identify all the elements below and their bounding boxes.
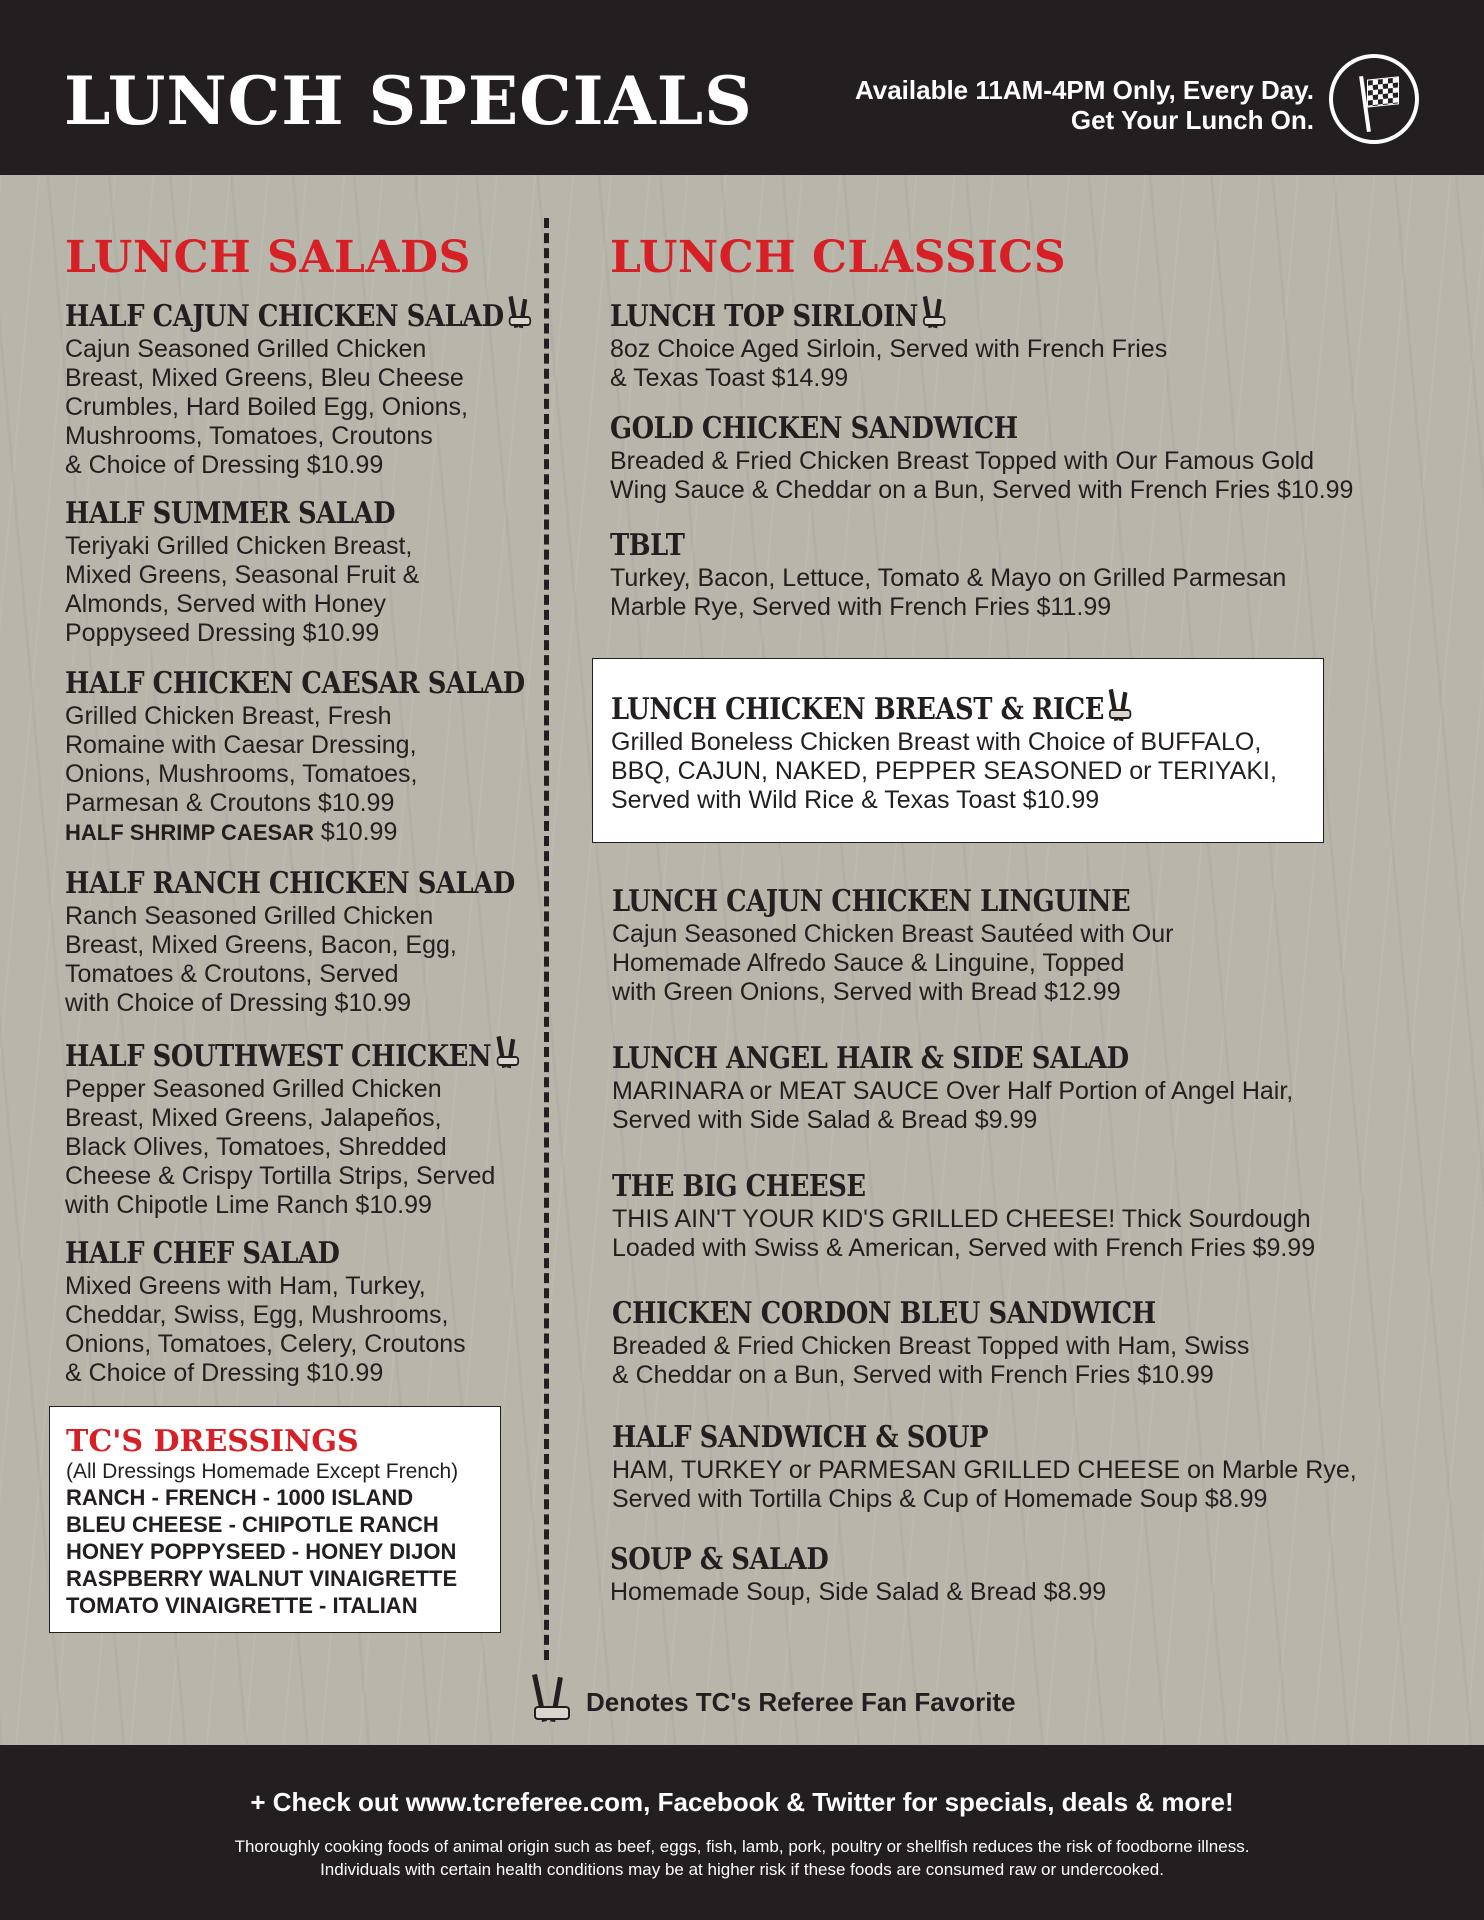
item-name: THE BIG CHEESE bbox=[612, 1169, 866, 1204]
disclaimer-line-2: Individuals with certain health conditions may be at higher risk if these foods are consumed raw or undercooked. bbox=[320, 1860, 1164, 1879]
footer-social-promo: + Check out www.tcreferee.com, Facebook & Twitter for specials, deals & more! bbox=[250, 1787, 1234, 1817]
menu-item-tblt bbox=[610, 528, 1286, 622]
page-title: LUNCH SPECIALS bbox=[64, 62, 753, 140]
menu-item-gold-chicken-sandwich bbox=[610, 411, 1353, 505]
item-name: HALF SANDWICH & SOUP bbox=[612, 1420, 989, 1455]
item-description: THIS AIN'T YOUR KID'S GRILLED CHEESE! Thick Sourdough Loaded with Swiss & American, Served with French Fries $9.99 bbox=[612, 1205, 1316, 1262]
item-name: CHICKEN CORDON BLEU SANDWICH bbox=[612, 1296, 1156, 1331]
dressings-line: BLEU CHEESE - CHIPOTLE RANCH bbox=[66, 1512, 439, 1537]
item-extra-price: $10.99 bbox=[313, 818, 398, 846]
menu-item-half-chicken-caesar-salad bbox=[65, 666, 600, 847]
referee-hands-icon bbox=[532, 1674, 572, 1730]
favorite-legend bbox=[528, 1672, 1016, 1732]
item-description: 8oz Choice Aged Sirloin, Served with French Fries & Texas Toast $14.99 bbox=[610, 335, 1168, 392]
referee-hands-icon bbox=[507, 296, 533, 332]
menu-item-half-chef-salad bbox=[65, 1236, 466, 1388]
item-description: Turkey, Bacon, Lettuce, Tomato & Mayo on Grilled Parmesan Marble Rye, Served with French Fries $11.99 bbox=[610, 564, 1287, 621]
menu-item-half-cajun-chicken-salad bbox=[65, 296, 609, 480]
item-description: Mixed Greens with Ham, Turkey, Cheddar, Swiss, Egg, Mushrooms, Onions, Tomatoes, Celery, Croutons & Choice of Dressing $10.99 bbox=[65, 1272, 466, 1387]
referee-hands-icon bbox=[495, 1036, 521, 1072]
item-description: Breaded & Fried Chicken Breast Topped with Ham, Swiss & Cheddar on a Bun, Served with French Fries $10.99 bbox=[612, 1332, 1250, 1389]
item-name: LUNCH CHICKEN BREAST & RICE bbox=[611, 689, 1223, 728]
item-name: GOLD CHICKEN SANDWICH bbox=[610, 411, 1018, 446]
item-description: Ranch Seasoned Grilled Chicken Breast, Mixed Greens, Bacon, Egg, Tomatoes & Croutons, Served with Choice of Dressing $10.99 bbox=[65, 902, 457, 1017]
menu-item-half-ranch-chicken-salad bbox=[65, 866, 588, 1018]
menu-item-chicken-cordon-bleu-sandwich bbox=[612, 1296, 1249, 1390]
item-extra bbox=[65, 818, 600, 847]
legend-text: Denotes TC's Referee Fan Favorite bbox=[586, 1686, 1016, 1717]
page-footer bbox=[0, 1745, 1484, 1920]
dressings-line: HONEY POPPYSEED - HONEY DIJON bbox=[66, 1539, 457, 1564]
featured-item-box bbox=[592, 658, 1324, 843]
item-name: LUNCH ANGEL HAIR & SIDE SALAD bbox=[612, 1041, 1129, 1076]
item-description: Cajun Seasoned Grilled Chicken Breast, Mixed Greens, Bleu Cheese Crumbles, Hard Boiled Egg, Onions, Mushrooms, Tomatoes, Croutons & Choice of Dressing $10.99 bbox=[65, 335, 468, 479]
menu-item-lunch-cajun-chicken-linguine bbox=[612, 884, 1215, 1007]
salads-section-title: LUNCH SALADS bbox=[65, 232, 471, 283]
item-name: HALF CHICKEN CAESAR SALAD bbox=[65, 666, 525, 701]
menu-item-half-sandwich-soup bbox=[612, 1420, 1357, 1514]
disclaimer-line-1: Thoroughly cooking foods of animal origin such as beef, eggs, fish, lamb, pork, poultry or shellfish reduces the risk of foodborne illness. bbox=[234, 1837, 1250, 1856]
item-description: Homemade Soup, Side Salad & Bread $8.99 bbox=[610, 1578, 1107, 1606]
item-description: Pepper Seasoned Grilled Chicken Breast, Mixed Greens, Jalapeños, Black Olives, Tomatoes, Shredded Cheese & Crispy Tortilla Strips, Served with Chipotle Lime Ranch $10.99 bbox=[65, 1075, 496, 1219]
item-name: TBLT bbox=[610, 528, 685, 563]
menu-item-half-southwest-chicken bbox=[65, 1036, 595, 1220]
item-name: HALF CAJUN CHICKEN SALAD bbox=[65, 296, 533, 335]
item-description: Grilled Boneless Chicken Breast with Choice of BUFFALO, BBQ, CAJUN, NAKED, PEPPER SEASONED or TERIYAKI, Served with Wild Rice & Texas Toast $10.99 bbox=[611, 728, 1277, 814]
classics-section-title: LUNCH CLASSICS bbox=[610, 232, 1067, 283]
menu-item-soup-salad bbox=[610, 1542, 1106, 1607]
dressings-note: (All Dressings Homemade Except French) bbox=[66, 1460, 459, 1483]
item-name: HALF CHEF SALAD bbox=[65, 1236, 340, 1271]
item-name: LUNCH TOP SIRLOIN bbox=[610, 296, 1089, 335]
item-description: MARINARA or MEAT SAUCE Over Half Portion of Angel Hair, Served with Side Salad & Bread $9.99 bbox=[612, 1077, 1294, 1134]
item-name: HALF SUMMER SALAD bbox=[65, 496, 396, 531]
item-name: HALF RANCH CHICKEN SALAD bbox=[65, 866, 515, 901]
item-description: Teriyaki Grilled Chicken Breast, Mixed Greens, Seasonal Fruit & Almonds, Served with Honey Poppyseed Dressing $10.99 bbox=[65, 532, 420, 647]
availability-line-1: Available 11AM-4PM Only, Every Day. bbox=[854, 75, 1314, 105]
item-description: Cajun Seasoned Chicken Breast Sautéed with Our Homemade Alfredo Sauce & Linguine, Topped with Green Onions, Served with Bread $12.99 bbox=[612, 920, 1174, 1006]
referee-hands-icon bbox=[921, 296, 947, 332]
menu-item-the-big-cheese bbox=[612, 1169, 1315, 1263]
menu-item-half-summer-salad bbox=[65, 496, 449, 648]
availability-note bbox=[855, 75, 1314, 135]
availability-line-2: Get Your Lunch On. bbox=[1070, 105, 1314, 135]
dressings-line: TOMATO VINAIGRETTE - ITALIAN bbox=[66, 1593, 418, 1618]
menu-item-lunch-top-sirloin bbox=[610, 296, 1167, 393]
dressings-line: RANCH - FRENCH - 1000 ISLAND bbox=[66, 1485, 414, 1510]
dressings-box bbox=[49, 1406, 501, 1633]
item-description: HAM, TURKEY or PARMESAN GRILLED CHEESE on Marble Rye, Served with Tortilla Chips & Cup of Homemade Soup $8.99 bbox=[612, 1456, 1357, 1513]
item-description: Grilled Chicken Breast, Fresh Romaine with Caesar Dressing, Onions, Mushrooms, Tomatoes, Parmesan & Croutons $10.99 bbox=[65, 702, 418, 817]
dressings-line: RASPBERRY WALNUT VINAIGRETTE bbox=[66, 1566, 458, 1591]
dressings-title: TC'S DRESSINGS bbox=[66, 1424, 359, 1459]
item-description: Breaded & Fried Chicken Breast Topped with Our Famous Gold Wing Sauce & Cheddar on a Bun, Served with French Fries $10.99 bbox=[610, 447, 1354, 504]
page-header bbox=[0, 0, 1484, 175]
food-safety-disclaimer bbox=[0, 1835, 1484, 1881]
checkered-flag-icon bbox=[1329, 54, 1419, 144]
referee-hands-icon bbox=[1107, 689, 1133, 725]
item-name: SOUP & SALAD bbox=[610, 1542, 829, 1577]
item-name: LUNCH CAJUN CHICKEN LINGUINE bbox=[612, 884, 1131, 919]
item-name: HALF SOUTHWEST CHICKEN bbox=[65, 1036, 520, 1075]
menu-item-lunch-angel-hair-side-salad bbox=[612, 1041, 1293, 1135]
item-extra-name: HALF SHRIMP CAESAR bbox=[65, 820, 314, 845]
